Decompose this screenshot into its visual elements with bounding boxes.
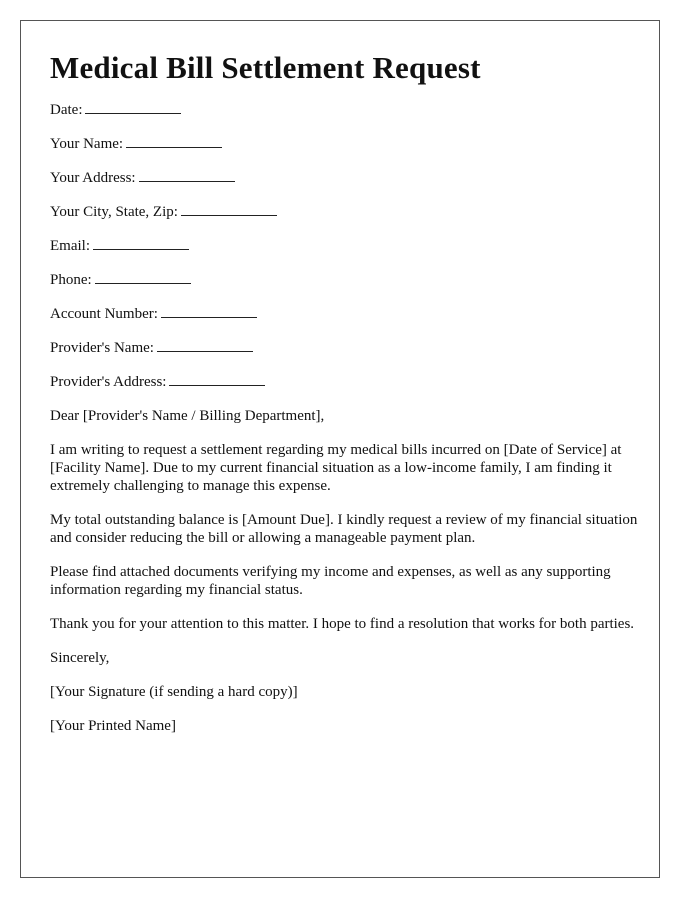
your-name-label: Your Name: [50,136,124,152]
provider-address-blank [169,373,265,386]
body-paragraph: Please find attached documents verifying my income and expenses, as well as any supporting information regarding my financial status. [50,564,611,598]
letter-content [50,49,640,751]
page-title: Medical Bill Settlement Request [50,50,481,85]
date-blank [85,101,181,114]
date-label: Date: [50,102,83,118]
provider-name-field [50,339,640,357]
your-address-label: Your Address: [50,170,136,186]
provider-address-field [50,373,640,391]
date-field [50,101,640,119]
your-address-blank [139,169,235,182]
printed-name-placeholder: [Your Printed Name] [50,718,176,734]
account-number-blank [161,305,257,318]
your-name-field [50,135,640,153]
account-number-field [50,305,640,323]
provider-address-label: Provider's Address: [50,374,167,390]
email-field [50,237,640,255]
account-number-label: Account Number: [50,306,158,322]
city-state-zip-blank [181,203,277,216]
your-name-blank [126,135,222,148]
provider-name-label: Provider's Name: [50,340,154,356]
your-address-field [50,169,640,187]
body-paragraph: Thank you for your attention to this matter. I hope to find a resolution that works for both parties. [50,616,635,632]
provider-name-blank [157,339,253,352]
phone-label: Phone: [50,272,92,288]
email-label: Email: [50,238,90,254]
body-paragraph: I am writing to request a settlement regarding my medical bills incurred on [Date of Service] at [Facility Name]. Due to my current financial situation as a low-income family, I am finding it extremely challenging to manage this expense. [50,442,622,494]
closing: Sincerely, [50,650,110,666]
salutation: Dear [Provider's Name / Billing Department], [50,408,325,424]
city-state-zip-label: Your City, State, Zip: [50,204,178,220]
letter-page [20,20,660,878]
phone-field [50,271,640,289]
body-paragraph: My total outstanding balance is [Amount Due]. I kindly request a review of my financial situation and consider reducing the bill or allowing a manageable payment plan. [50,512,638,546]
phone-blank [95,271,191,284]
email-blank [93,237,189,250]
city-state-zip-field [50,203,640,221]
signature-placeholder: [Your Signature (if sending a hard copy)] [50,684,298,700]
